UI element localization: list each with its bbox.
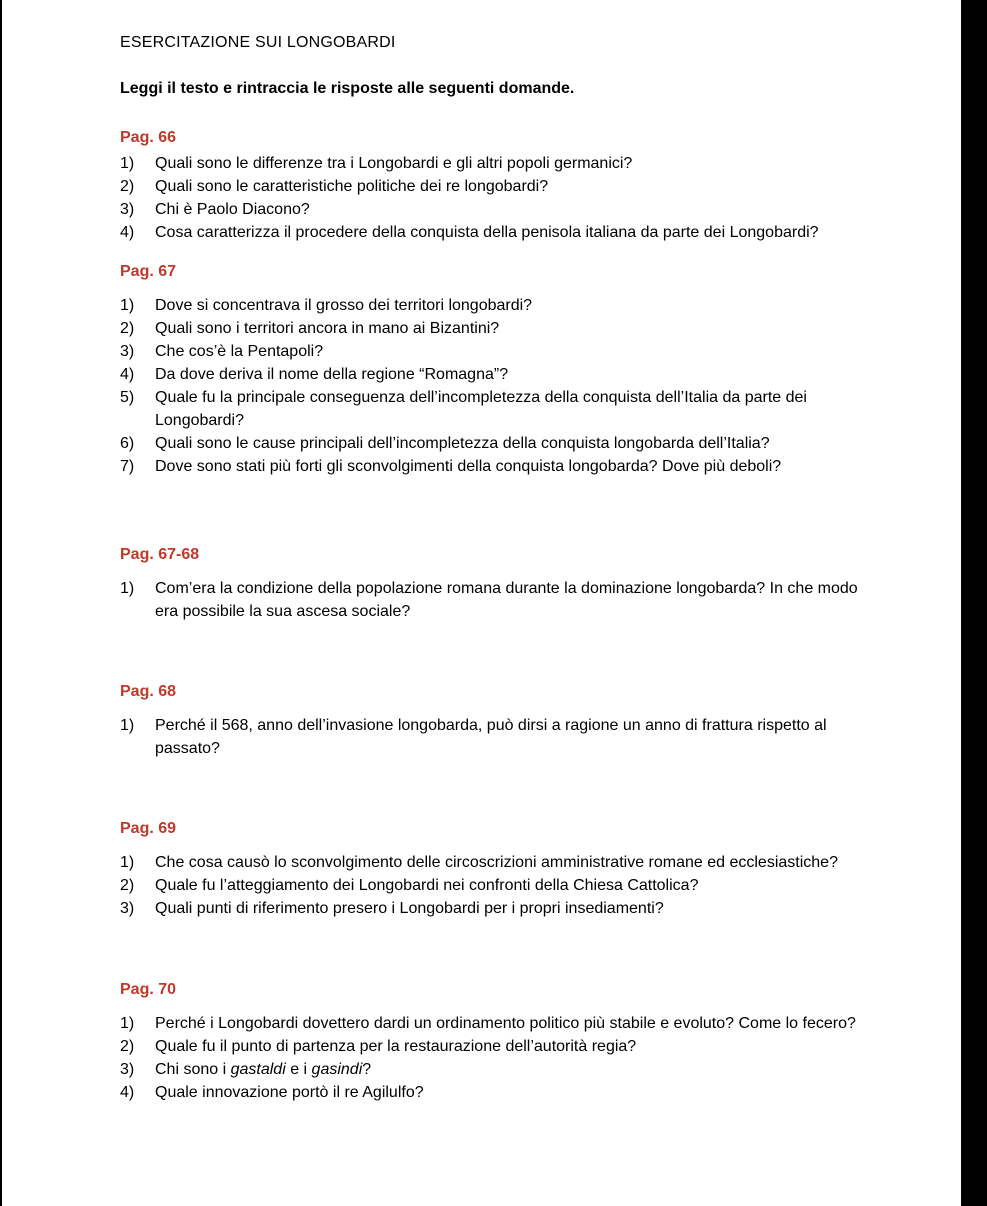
question-list xyxy=(120,152,880,244)
question-number: 2) xyxy=(120,178,135,195)
question-item xyxy=(120,152,880,175)
document-title: ESERCITAZIONE SUI LONGOBARDI xyxy=(120,34,396,51)
question-number: 1) xyxy=(120,580,135,597)
section-heading: Pag. 69 xyxy=(120,820,177,837)
question-item xyxy=(120,198,880,221)
question-text: Perché i Longobardi dovettero dardi un ordinamento politico più stabile e evoluto? Come lo fecero? xyxy=(155,1015,856,1032)
question-number: 1) xyxy=(120,854,135,871)
question-number: 5) xyxy=(120,389,135,406)
question-item xyxy=(120,386,880,432)
question-number: 2) xyxy=(120,877,135,894)
question-item xyxy=(120,1035,880,1058)
question-text: Quali sono le cause principali dell’incompletezza della conquista longobarda dell’Italia? xyxy=(155,435,770,452)
question-item xyxy=(120,175,880,198)
question-list xyxy=(120,577,880,623)
section-pag-70 xyxy=(120,980,880,1104)
text-segment: e i xyxy=(285,1061,312,1078)
section-heading: Pag. 68 xyxy=(120,683,177,700)
section-pag-67-68 xyxy=(120,545,880,623)
question-item xyxy=(120,714,880,760)
question-number: 4) xyxy=(120,1084,135,1101)
question-text: Che cos’è la Pentapoli? xyxy=(155,343,324,360)
question-number: 1) xyxy=(120,155,135,172)
question-number: 1) xyxy=(120,1015,135,1032)
italic-term: gasindi xyxy=(311,1061,363,1078)
section-heading: Pag. 70 xyxy=(120,981,177,998)
question-text: Cosa caratterizza il procedere della conquista della penisola italiana da parte dei Longobardi? xyxy=(155,224,819,241)
question-number: 2) xyxy=(120,1038,135,1055)
question-item xyxy=(120,221,880,244)
section-pag-69 xyxy=(120,819,880,920)
question-number: 2) xyxy=(120,320,135,337)
section-heading: Pag. 66 xyxy=(120,129,177,146)
question-text: Quale fu il punto di partenza per la restaurazione dell’autorità regia? xyxy=(155,1038,637,1055)
question-item xyxy=(120,432,880,455)
question-number: 3) xyxy=(120,900,135,917)
question-item xyxy=(120,1012,880,1035)
question-number: 3) xyxy=(120,343,135,360)
question-text: Da dove deriva il nome della regione “Romagna”? xyxy=(155,366,509,383)
question-text xyxy=(155,1061,371,1078)
question-item xyxy=(120,294,880,317)
question-item xyxy=(120,1081,880,1104)
instruction-text: Leggi il testo e rintraccia le risposte alle seguenti domande. xyxy=(120,80,575,97)
question-item xyxy=(120,340,880,363)
question-item xyxy=(120,874,880,897)
section-pag-66 xyxy=(120,128,880,244)
section-pag-68 xyxy=(120,682,880,760)
question-text: Che cosa causò lo sconvolgimento delle circoscrizioni amministrative romane ed ecclesiastiche? xyxy=(155,854,838,871)
question-list xyxy=(120,1012,880,1104)
question-number: 7) xyxy=(120,458,135,475)
question-list xyxy=(120,714,880,760)
question-number: 1) xyxy=(120,297,135,314)
question-text: Quali punti di riferimento presero i Longobardi per i propri insediamenti? xyxy=(155,900,664,917)
question-text: Quali sono le differenze tra i Longobardi e gli altri popoli germanici? xyxy=(155,155,633,172)
question-number: 3) xyxy=(120,201,135,218)
question-text: Chi è Paolo Diacono? xyxy=(155,201,310,218)
question-item xyxy=(120,363,880,386)
question-text: Com’era la condizione della popolazione romana durante la dominazione longobarda? In che modo era possibile la sua ascesa sociale? xyxy=(155,580,858,620)
question-number: 4) xyxy=(120,224,135,241)
question-item xyxy=(120,577,880,623)
question-text: Dove sono stati più forti gli sconvolgimenti della conquista longobarda? Dove più deboli? xyxy=(155,458,782,475)
question-text: Quale fu l’atteggiamento dei Longobardi nei confronti della Chiesa Cattolica? xyxy=(155,877,699,894)
question-text: Dove si concentrava il grosso dei territori longobardi? xyxy=(155,297,533,314)
question-text: Perché il 568, anno dell’invasione longobarda, può dirsi a ragione un anno di frattura rispetto al passato? xyxy=(155,717,827,757)
question-list xyxy=(120,851,880,920)
italic-term: gastaldi xyxy=(230,1061,286,1078)
right-border xyxy=(961,0,987,1206)
question-number: 4) xyxy=(120,366,135,383)
question-text: Quale fu la principale conseguenza dell’incompletezza della conquista dell’Italia da parte dei Longobardi? xyxy=(155,389,807,429)
question-number: 3) xyxy=(120,1061,135,1078)
question-item xyxy=(120,455,880,478)
question-item xyxy=(120,1058,880,1081)
text-segment: ? xyxy=(362,1061,372,1078)
question-item xyxy=(120,897,880,920)
question-item xyxy=(120,317,880,340)
section-pag-67 xyxy=(120,262,880,478)
text-segment: Chi sono i xyxy=(155,1061,231,1078)
question-number: 1) xyxy=(120,717,135,734)
question-text: Quali sono le caratteristiche politiche dei re longobardi? xyxy=(155,178,549,195)
question-number: 6) xyxy=(120,435,135,452)
question-text: Quali sono i territori ancora in mano ai Bizantini? xyxy=(155,320,500,337)
question-list xyxy=(120,294,880,478)
left-border xyxy=(0,0,2,1206)
section-heading: Pag. 67 xyxy=(120,263,177,280)
question-text: Quale innovazione portò il re Agilulfo? xyxy=(155,1084,424,1101)
question-item xyxy=(120,851,880,874)
section-heading: Pag. 67-68 xyxy=(120,546,200,563)
